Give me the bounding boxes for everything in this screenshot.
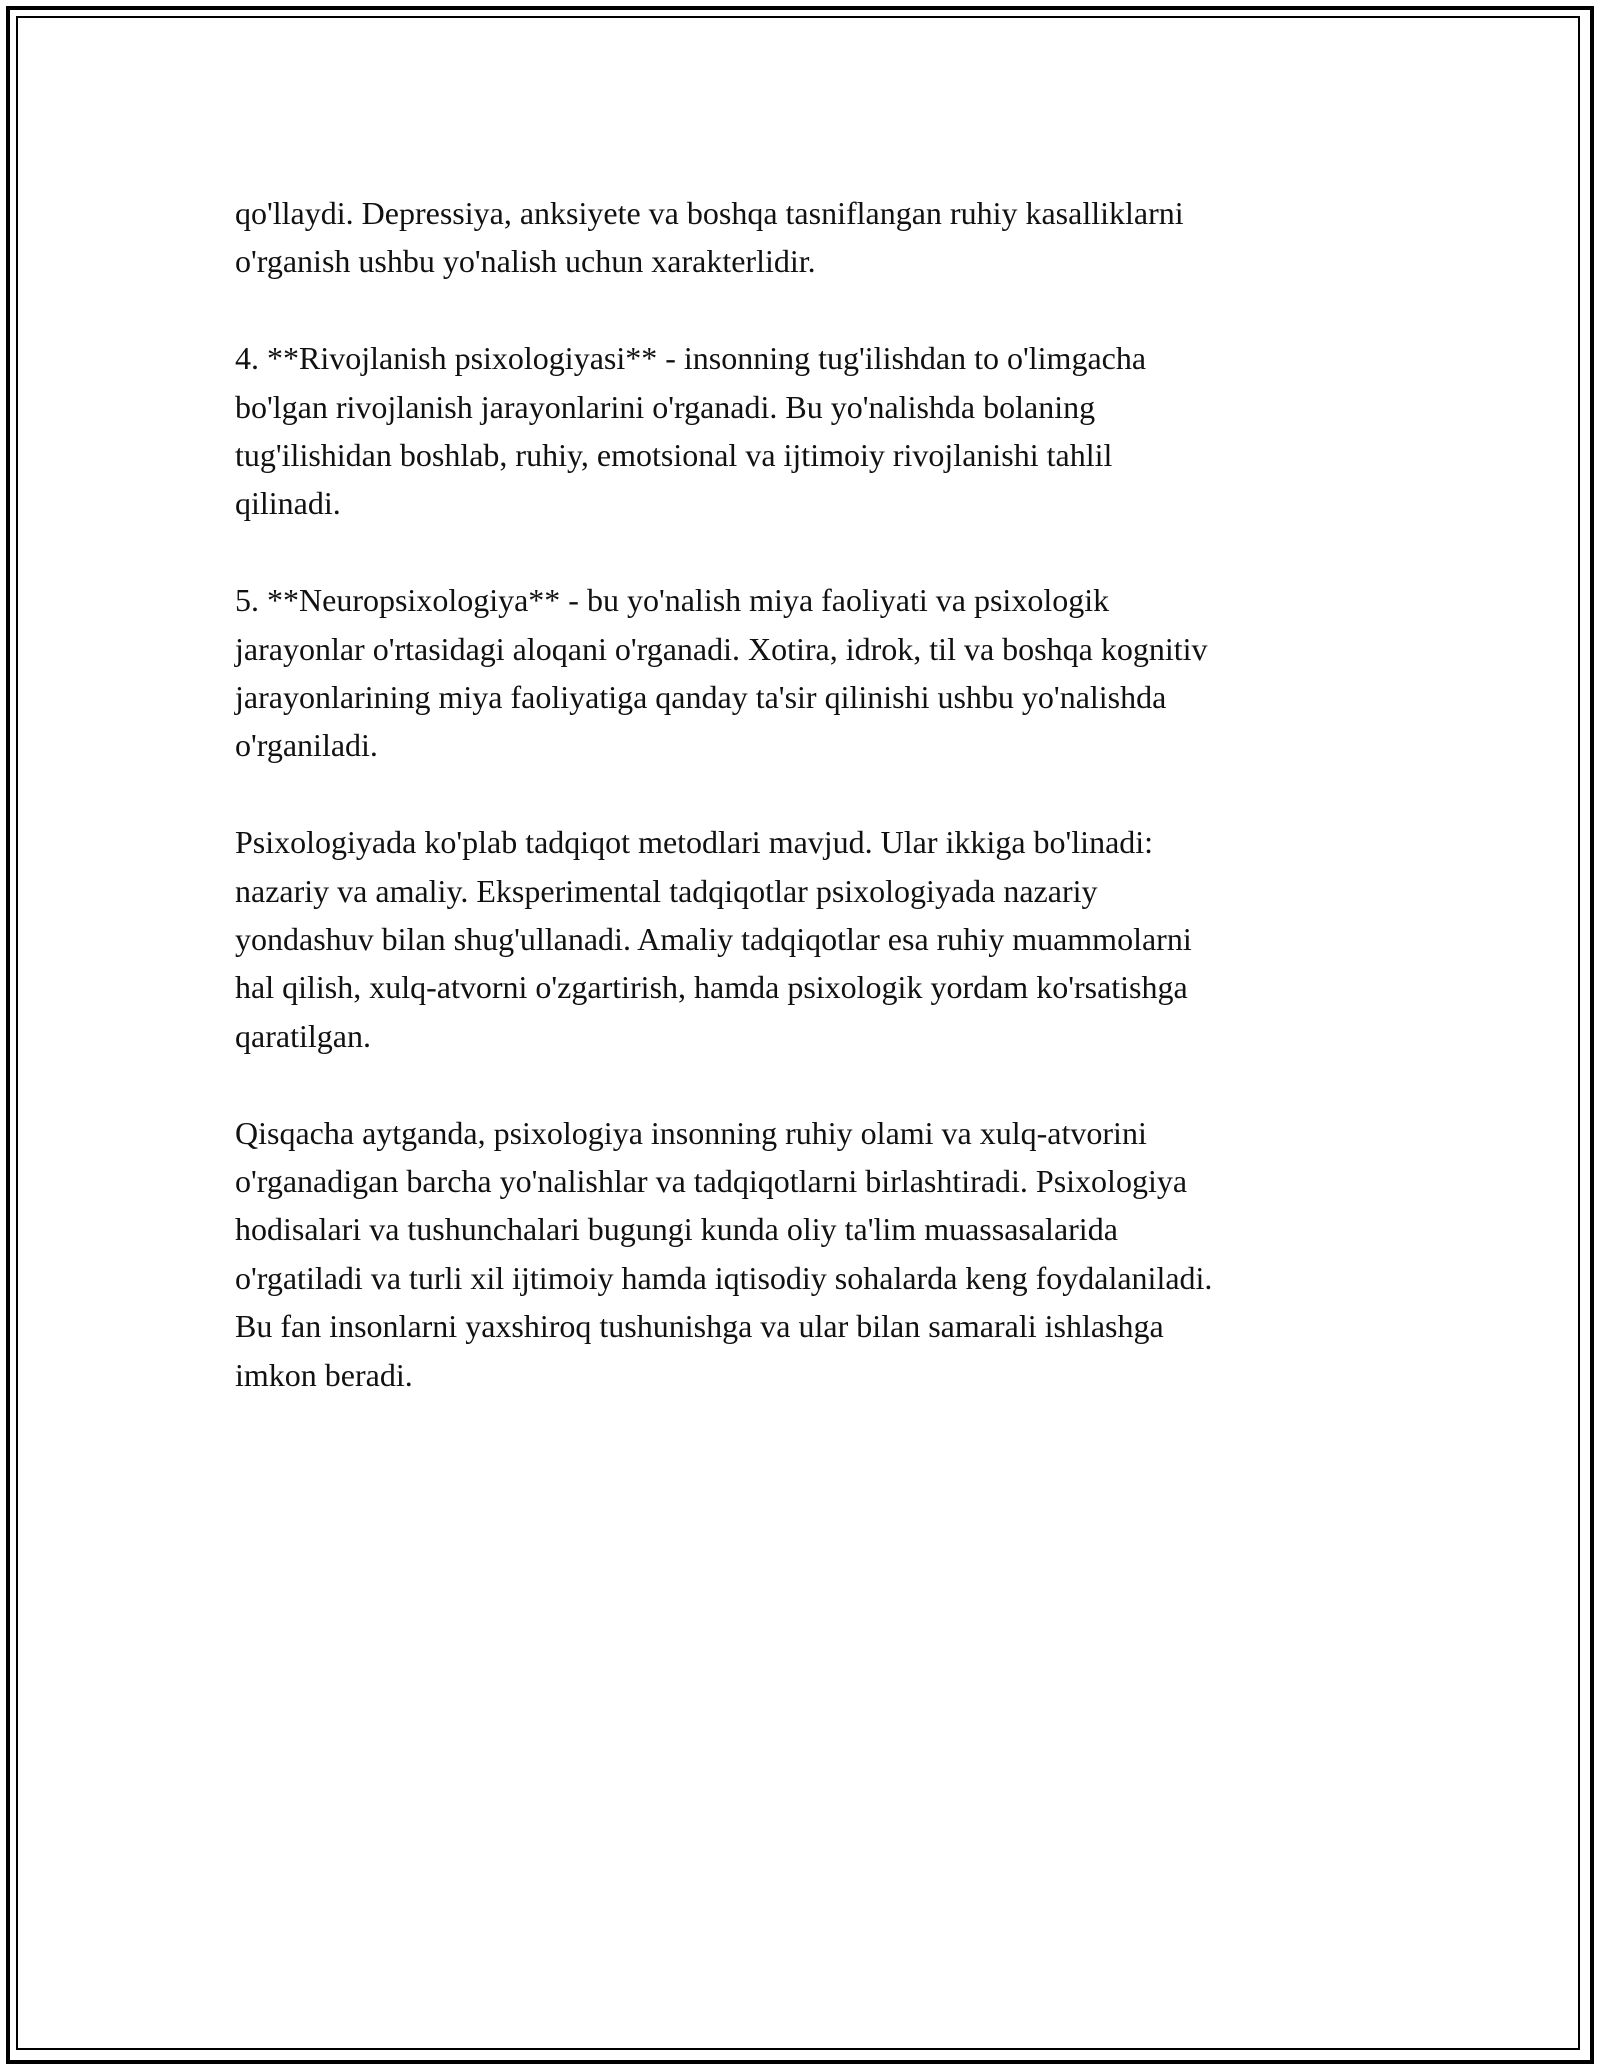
text-line: 5. **Neuropsixologiya** - bu yo'nalish miya faoliyati va psixologik	[235, 582, 1110, 619]
text-line: yondashuv bilan shug'ullanadi. Amaliy tadqiqotlar esa ruhiy muammolarni	[235, 921, 1192, 958]
document-body	[235, 189, 1375, 1447]
text-line: 4. **Rivojlanish psixologiyasi** - insonning tug'ilishdan to o'limgacha	[235, 340, 1147, 377]
text-line: Qisqacha aytganda, psixologiya insonning ruhiy olami va xulq-atvorini	[235, 1114, 1147, 1151]
text-line: qaratilgan.	[235, 1017, 371, 1054]
text-line: qo'llaydi. Depressiya, anksiyete va boshqa tasniflangan ruhiy kasalliklarni	[235, 195, 1184, 231]
text-line: jarayonlar o'rtasidagi aloqani o'rganadi. Xotira, idrok, til va boshqa kognitiv	[235, 630, 1208, 667]
text-line: o'rganadigan barcha yo'nalishlar va tadqiqotlarni birlashtiradi. Psixologiya	[235, 1163, 1188, 1200]
text-line: Bu fan insonlarni yaxshiroq tushunishga va ular bilan samarali ishlashga	[235, 1308, 1164, 1345]
text-line: o'rganiladi.	[235, 727, 378, 764]
text-line: hodisalari va tushunchalari bugungi kunda oliy ta'lim muassasalarida	[235, 1211, 1118, 1248]
paragraph-neuropsychology	[235, 576, 1375, 770]
text-line: Psixologiyada ko'plab tadqiqot metodlari mavjud. Ular ikkiga bo'linadi:	[235, 824, 1154, 861]
paragraph-conclusion	[235, 1109, 1375, 1399]
text-line: imkon beradi.	[235, 1356, 413, 1393]
text-line: qilinadi.	[235, 485, 341, 522]
text-line: tug'ilishidan boshlab, ruhiy, emotsional va ijtimoiy rivojlanishi tahlil	[235, 437, 1113, 474]
text-line: o'rgatiladi va turli xil ijtimoiy hamda iqtisodiy sohalarda keng foydalaniladi.	[235, 1259, 1213, 1296]
text-line: o'rganish ushbu yo'nalish uchun xarakterlidir.	[235, 243, 816, 280]
paragraph-research-methods	[235, 818, 1375, 1060]
text-line: bo'lgan rivojlanish jarayonlarini o'rganadi. Bu yo'nalishda bolaning	[235, 388, 1096, 425]
paragraph-developmental-psychology	[235, 334, 1375, 528]
text-line: nazariy va amaliy. Eksperimental tadqiqotlar psixologiyada nazariy	[235, 872, 1098, 909]
text-line: hal qilish, xulq-atvorni o'zgartirish, hamda psixologik yordam ko'rsatishga	[235, 969, 1188, 1006]
paragraph-clinical-continued	[235, 189, 1375, 286]
text-line: jarayonlarining miya faoliyatiga qanday ta'sir qilinishi ushbu yo'nalishda	[235, 679, 1167, 716]
